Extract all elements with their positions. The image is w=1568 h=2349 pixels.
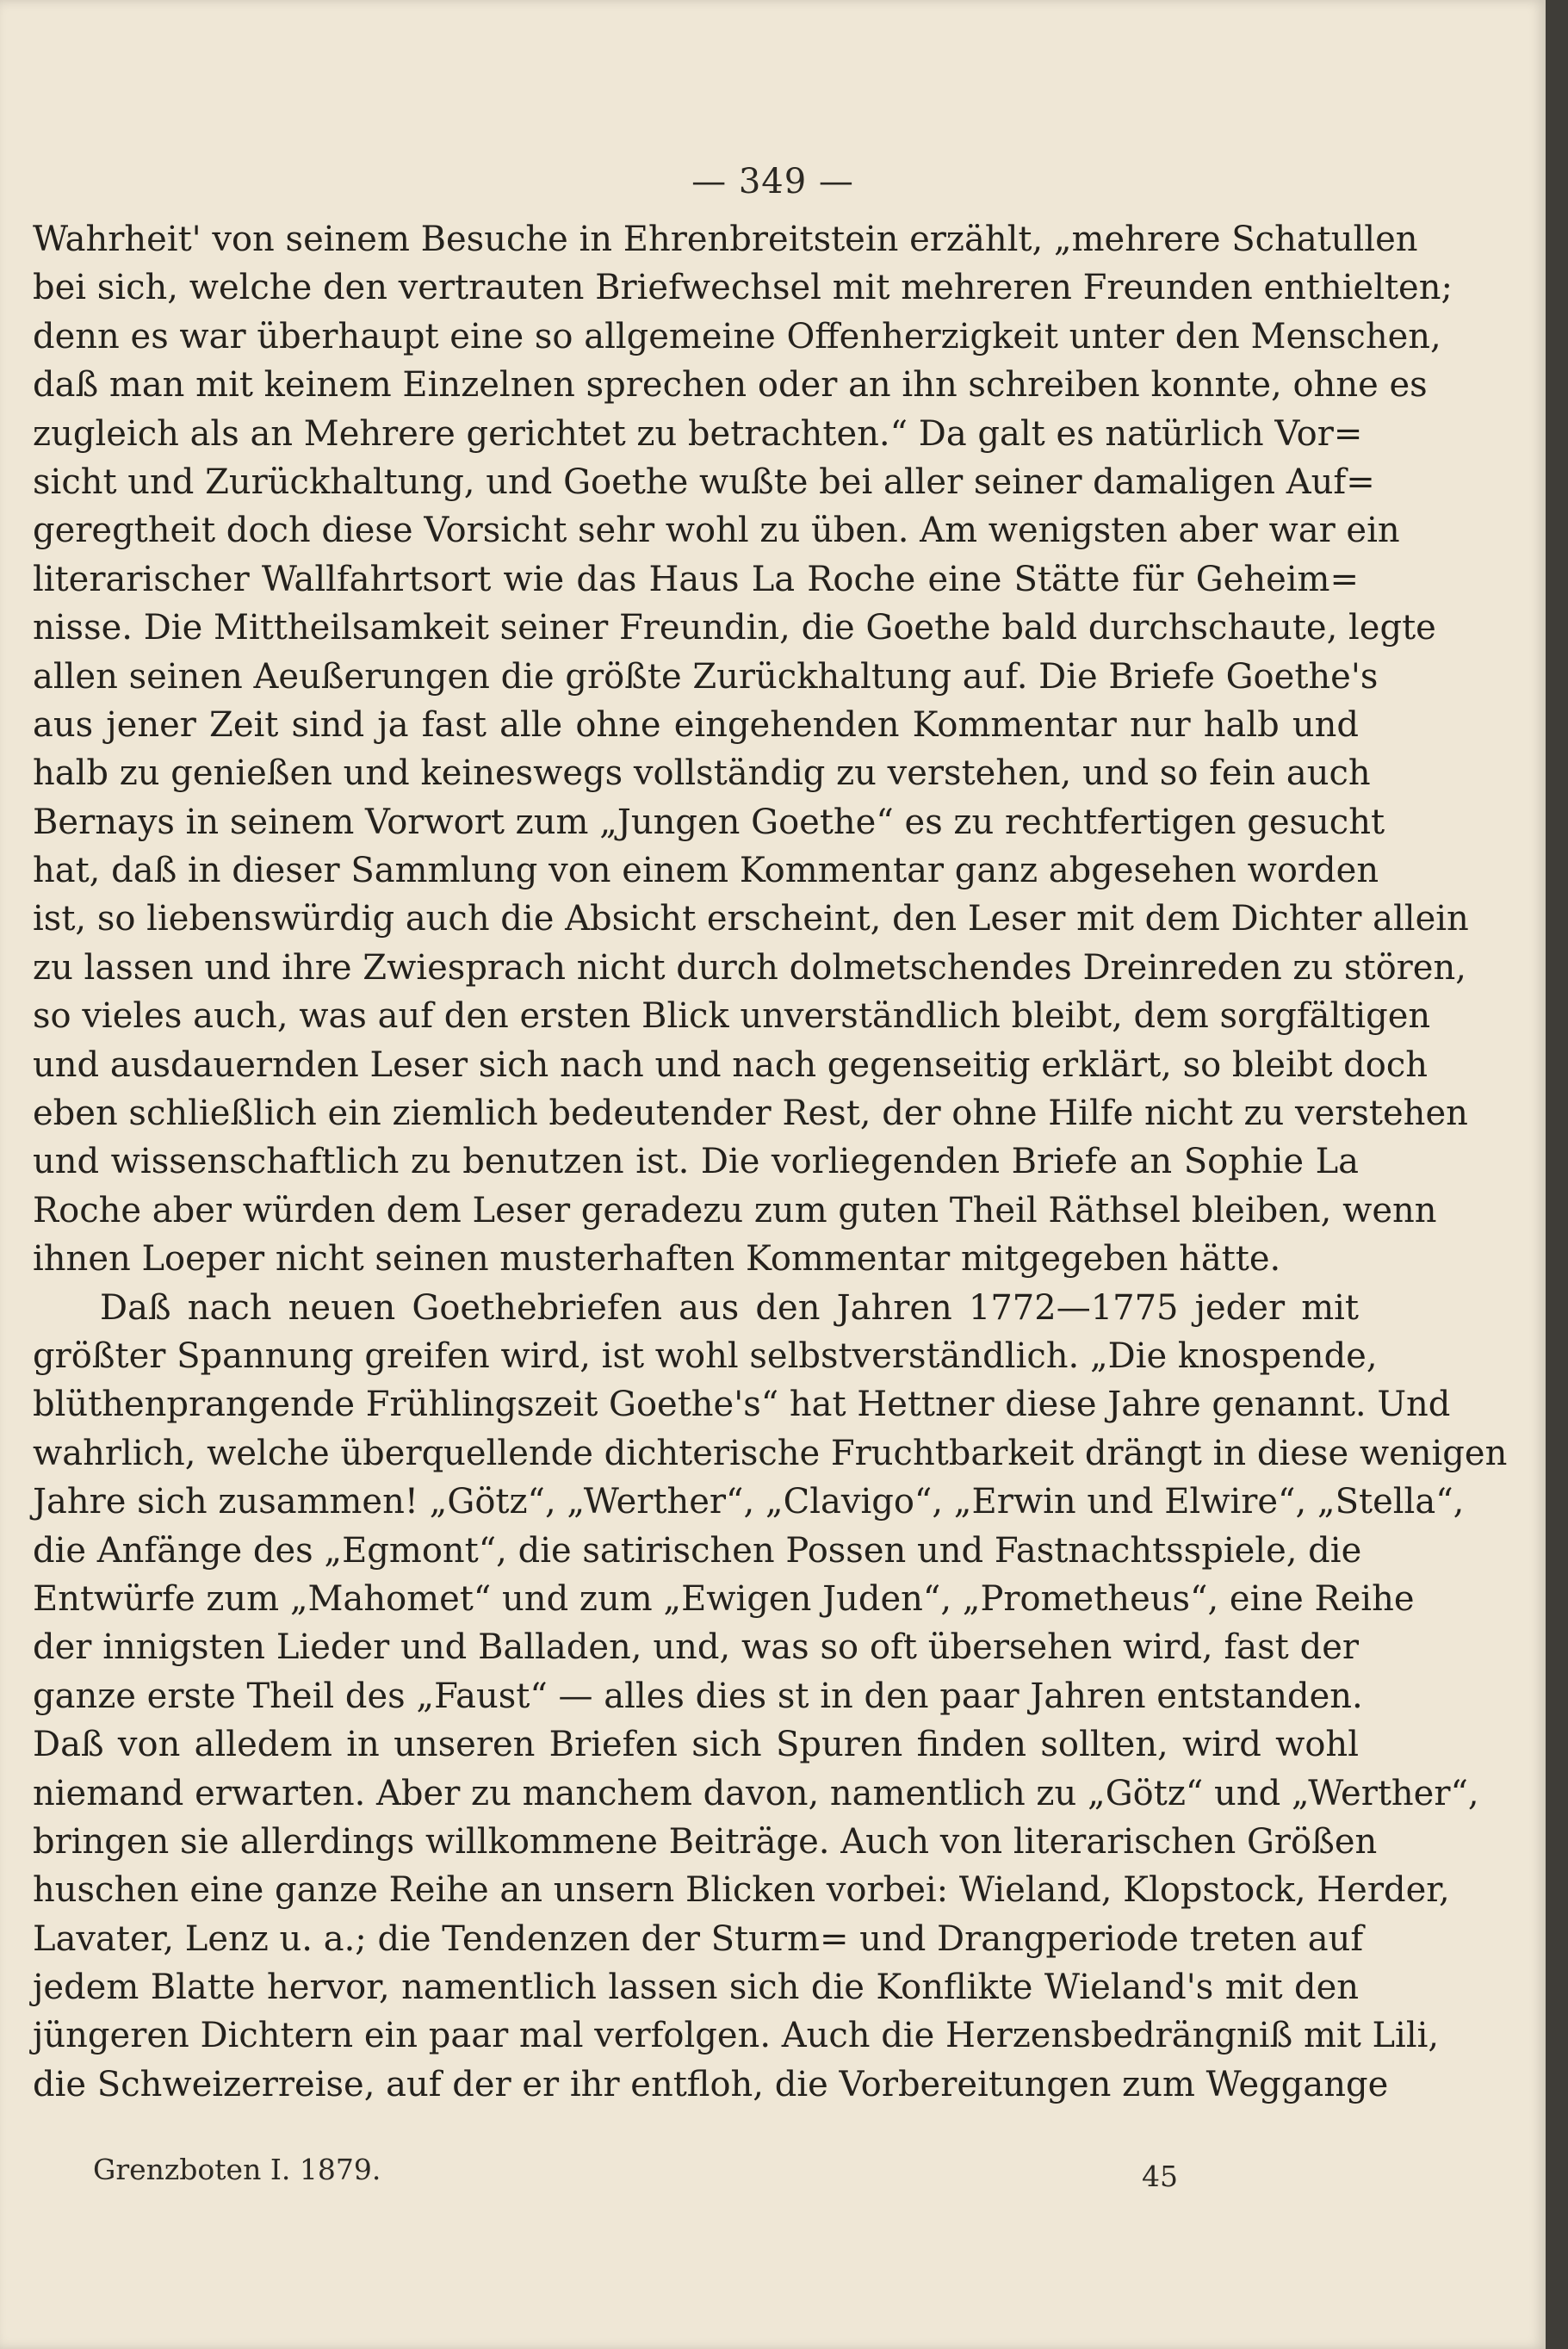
paragraph-1 bbox=[33, 215, 1469, 1284]
text-line: huschen eine ganze Reihe an unsern Blicken vorbei: Wieland, Klopstock, Herder, bbox=[33, 1870, 1450, 1911]
text-line: zu lassen und ihre Zwiesprach nicht durch dolmetschendes Dreinreden zu stören, bbox=[33, 947, 1466, 988]
text-line: aus jener Zeit sind ja fast alle ohne eingehenden Kommentar nur halb und bbox=[33, 704, 1359, 745]
paragraph-2 bbox=[33, 1284, 1508, 2110]
text-line: denn es war überhaupt eine so allgemeine Offenherzigkeit unter den Menschen, bbox=[33, 316, 1441, 356]
text-line: ist, so liebenswürdig auch die Absicht erscheint, den Leser mit dem Dichter allein bbox=[33, 899, 1469, 939]
footer-journal-title: Grenzboten I. 1879. bbox=[93, 2153, 381, 2186]
text-line: sicht und Zurückhaltung, und Goethe wußte bei aller seiner damaligen Auf= bbox=[33, 462, 1375, 502]
text-line: der innigsten Lieder und Balladen, und, was so oft übersehen wird, fast der bbox=[33, 1627, 1359, 1668]
text-line: Daß nach neuen Goethebriefen aus den Jahren 1772—1775 jeder mit bbox=[100, 1287, 1359, 1328]
text-line: zugleich als an Mehrere gerichtet zu betrachten.“ Da galt es natürlich Vor= bbox=[33, 413, 1363, 454]
text-line: jüngeren Dichtern ein paar mal verfolgen. Auch die Herzensbedrängniß mit Lili, bbox=[33, 2016, 1440, 2056]
page-number: — 349 — bbox=[691, 162, 854, 201]
text-line: Daß von alledem in unseren Briefen sich Spuren finden sollten, wird wohl bbox=[33, 1725, 1359, 1765]
text-line: Wahrheit' von seinem Besuche in Ehrenbreitstein erzählt, „mehrere Schatullen bbox=[33, 220, 1418, 259]
text-line: hat, daß in dieser Sammlung von einem Kommentar ganz abgesehen worden bbox=[33, 851, 1379, 891]
text-line: Entwürfe zum „Mahomet“ und zum „Ewigen Juden“, „Prometheus“, eine Reihe bbox=[33, 1578, 1415, 1619]
text-line: Lavater, Lenz u. a.; die Tendenzen der Sturm= und Drangperiode treten auf bbox=[33, 1918, 1364, 1959]
text-line: niemand erwarten. Aber zu manchem davon, namentlich zu „Götz“ und „Werther“, bbox=[33, 1773, 1479, 1813]
text-line: eben schließlich ein ziemlich bedeutender Rest, der ohne Hilfe nicht zu verstehen bbox=[33, 1094, 1468, 1134]
text-line: allen seinen Aeußerungen die größte Zurückhaltung auf. Die Briefe Goethe's bbox=[33, 656, 1379, 697]
text-line: bei sich, welche den vertrauten Briefwechsel mit mehreren Freunden enthielten; bbox=[33, 268, 1453, 308]
text-line: literarischer Wallfahrtsort wie das Haus La Roche eine Stätte für Geheim= bbox=[33, 559, 1359, 599]
text-line: die Schweizerreise, auf der er ihr entfloh, die Vorbereitungen zum Weggange bbox=[33, 2064, 1389, 2104]
body-text bbox=[33, 215, 1508, 2109]
text-line: blüthenprangende Frühlingszeit Goethe's“ hat Hettner diese Jahre genannt. Und bbox=[33, 1385, 1451, 1425]
text-line: die Anfänge des „Egmont“, die satirischen Possen und Fastnachtsspiele, die bbox=[33, 1530, 1362, 1571]
text-line: und ausdauernden Leser sich nach und nach gegenseitig erklärt, so bleibt doch bbox=[33, 1044, 1429, 1085]
text-line: und wissenschaftlich zu benutzen ist. Die vorliegenden Briefe an Sophie La bbox=[33, 1142, 1359, 1182]
footer-signature-number: 45 bbox=[1142, 2160, 1178, 2193]
text-line: Jahre sich zusammen! „Götz“, „Werther“, „Clavigo“, „Erwin und Elwire“, „Stella“, bbox=[33, 1482, 1465, 1522]
text-line: ganze erste Theil des „Faust“ — alles dies st in den paar Jahren entstanden. bbox=[33, 1676, 1363, 1716]
text-line: geregtheit doch diese Vorsicht sehr wohl zu üben. Am wenigsten aber war ein bbox=[33, 511, 1400, 551]
text-line: daß man mit keinem Einzelnen sprechen oder an ihn schreiben konnte, ohne es bbox=[33, 365, 1428, 406]
text-line: jedem Blatte hervor, namentlich lassen sich die Konflikte Wieland's mit den bbox=[33, 1968, 1359, 2008]
text-line: wahrlich, welche überquellende dichterische Fruchtbarkeit drängt in diese wenigen bbox=[33, 1433, 1508, 1473]
text-line: größter Spannung greifen wird, ist wohl selbstverständlich. „Die knospende, bbox=[33, 1336, 1378, 1376]
text-line: Roche aber würden dem Leser geradezu zum guten Theil Räthsel bleiben, wenn bbox=[33, 1190, 1437, 1230]
text-line: so vieles auch, was auf den ersten Blick unverständlich bleibt, dem sorgfältigen bbox=[33, 996, 1431, 1037]
text-line: ihnen Loeper nicht seinen musterhaften Kommentar mitgegeben hätte. bbox=[33, 1239, 1281, 1280]
text-line: bringen sie allerdings willkommene Beiträge. Auch von literarischen Größen bbox=[33, 1821, 1378, 1862]
text-line: nisse. Die Mittheilsamkeit seiner Freundin, die Goethe bald durchschaute, legte bbox=[33, 608, 1436, 648]
text-line: halb zu genießen und keineswegs vollständig zu verstehen, und so fein auch bbox=[33, 753, 1371, 794]
text-line: Bernays in seinem Vorwort zum „Jungen Goethe“ es zu rechtfertigen gesucht bbox=[33, 802, 1385, 842]
